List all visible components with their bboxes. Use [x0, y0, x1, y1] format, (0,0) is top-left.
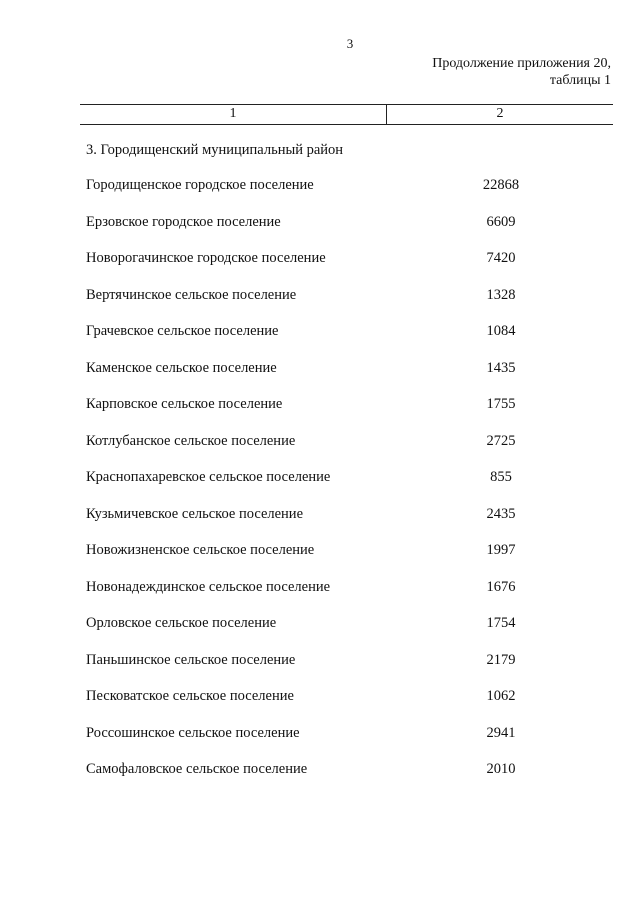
settlement-name: Новожизненское сельское поселение: [86, 542, 315, 558]
settlement-name: Новонадеждинское сельское поселение: [86, 578, 331, 595]
settlement-value: 2010: [486, 761, 516, 777]
table-row: [86, 615, 546, 652]
settlement-name: Карповское сельское поселение: [86, 396, 283, 412]
column-header-1: 1: [229, 106, 237, 121]
table-row: [86, 250, 546, 287]
settlement-value: 1754: [486, 615, 516, 631]
settlement-name: Паньшинское сельское поселение: [86, 651, 296, 668]
settlement-name: Грачевское сельское поселение: [86, 323, 279, 339]
table-row: [86, 761, 546, 798]
table-row: [86, 469, 546, 506]
table-row: [86, 579, 546, 616]
settlement-value: 855: [490, 469, 512, 485]
settlement-name: Котлубанское сельское поселение: [86, 432, 296, 449]
table-row: [86, 433, 546, 470]
table-row: [86, 287, 546, 324]
settlement-name: Россошинское сельское поселение: [86, 724, 300, 741]
settlement-value: 1435: [486, 359, 516, 376]
continuation-note: [432, 55, 611, 89]
settlement-value: 1997: [486, 542, 516, 558]
settlement-value: 1062: [486, 688, 516, 704]
column-header-2: 2: [496, 106, 504, 121]
settlement-value: 1755: [486, 396, 516, 412]
settlement-name: Ерзовское городское поселение: [86, 213, 281, 230]
table-row: [86, 725, 546, 762]
table-row: [86, 396, 546, 433]
settlement-value: 2941: [486, 724, 516, 741]
settlement-value: 6609: [486, 213, 516, 230]
settlement-value: 1328: [486, 286, 516, 303]
continuation-line-1: Продолжение приложения 20,: [432, 56, 611, 71]
table-row: [86, 360, 546, 397]
page-number: 3: [346, 36, 354, 51]
table-body: [86, 177, 546, 798]
settlement-value: 7420: [486, 250, 516, 266]
settlement-name: Орловское сельское поселение: [86, 615, 277, 631]
settlement-name: Песковатское сельское поселение: [86, 688, 294, 704]
table-row: [86, 688, 546, 725]
table-header: [80, 104, 613, 125]
settlement-value: 2725: [486, 432, 516, 449]
table-row: [86, 323, 546, 360]
settlement-value: 22868: [482, 177, 520, 193]
settlement-name: Новорогачинское городское поселение: [86, 250, 326, 266]
settlement-value: 2435: [486, 505, 516, 522]
settlement-name: Кузьмичевское сельское поселение: [86, 505, 304, 522]
settlement-value: 2179: [486, 651, 516, 668]
table-row: [86, 542, 546, 579]
continuation-line-2: таблицы 1: [549, 73, 611, 88]
section-title: 3. Городищенский муниципальный район: [86, 142, 344, 158]
settlement-name: Городищенское городское поселение: [86, 177, 314, 193]
settlement-name: Краснопахаревское сельское поселение: [86, 469, 331, 485]
table-row: [86, 214, 546, 251]
table-row: [86, 652, 546, 689]
table-row: [86, 506, 546, 543]
settlement-value: 1084: [486, 323, 516, 339]
settlement-name: Вертячинское сельское поселение: [86, 286, 297, 303]
settlement-name: Самофаловское сельское поселение: [86, 761, 308, 777]
table-row: [86, 177, 546, 214]
settlement-name: Каменское сельское поселение: [86, 359, 277, 376]
settlement-value: 1676: [486, 578, 516, 595]
